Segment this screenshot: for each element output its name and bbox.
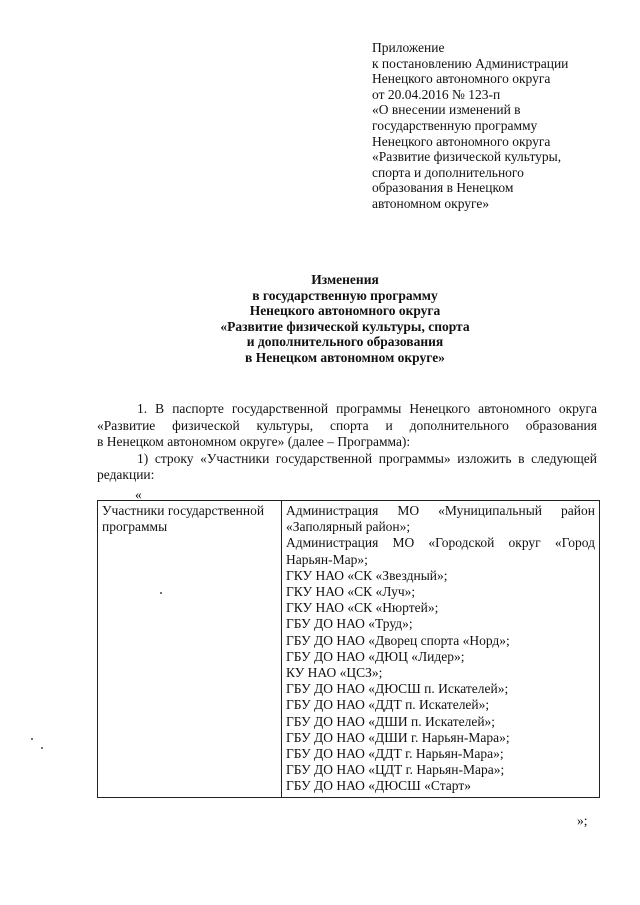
appendix-header xyxy=(372,40,612,212)
appendix-line: «О внесении изменений в xyxy=(372,102,521,118)
title-line: Ненецкого автономного округа xyxy=(249,303,441,319)
title-line: «Развитие физической культуры, спорта xyxy=(220,318,470,334)
appendix-line: спорта и дополнительного xyxy=(372,164,524,180)
participant-line: ГБУ ДО НАО «ДШИ г. Нарьян-Мара»; xyxy=(286,729,510,745)
participant-line: ГБУ ДО НАО «ДЮСШ «Старт» xyxy=(286,778,471,794)
appendix-line: Приложение xyxy=(372,40,445,55)
participant-line: Нарьян-Мар»; xyxy=(286,551,368,567)
appendix-line: к постановлению Администрации xyxy=(372,55,569,71)
closing-quote: »; xyxy=(577,813,588,828)
participant-line: ГБУ ДО НАО «ЦДТ г. Нарьян-Мара»; xyxy=(286,762,505,778)
participant-line: Администрация МО «Муниципальный район xyxy=(286,503,595,518)
participant-line: ГКУ НАО «СК «Нюртей»; xyxy=(286,600,439,616)
appendix-line: Ненецкого автономного округа xyxy=(372,133,551,149)
participant-line: ГБУ ДО НАО «ДДТ п. Искателей»; xyxy=(286,697,490,713)
appendix-line: государственную программу xyxy=(372,117,538,133)
participant-line: КУ НАО «ЦСЗ»; xyxy=(286,665,383,681)
appendix-line: «Развитие физической культуры, xyxy=(372,149,562,165)
participant-line: ГБУ ДО НАО «ДЮСШ п. Искателей»; xyxy=(286,681,509,697)
title-line: Изменения xyxy=(311,272,379,287)
table-label-cell xyxy=(98,501,282,798)
paragraph-2-line: редакции: xyxy=(97,467,155,483)
opening-quote: « xyxy=(135,487,142,502)
document-title xyxy=(150,272,540,366)
participant-line: ГКУ НАО «СК «Луч»; xyxy=(286,584,416,600)
participant-line: ГБУ ДО НАО «Дворец спорта «Норд»; xyxy=(286,632,510,648)
paragraph-1-line: 1. В паспорте государственной программы Ненецкого автономного округа xyxy=(137,401,597,416)
title-line: и дополнительного образования xyxy=(246,334,444,350)
participant-line: «Заполярный район»; xyxy=(286,519,411,535)
participant-line: ГБУ ДО НАО «ДШИ п. Искателей»; xyxy=(286,713,496,729)
paragraph-1-line: «Развитие физической культуры, спорта и дополнительного образования xyxy=(97,417,597,433)
scan-speck xyxy=(31,738,33,740)
title-line: в государственную программу xyxy=(252,287,438,303)
paragraph-1-line: в Ненецком автономном округе» (далее – Программа): xyxy=(97,434,411,450)
participants-table xyxy=(97,500,600,798)
scan-speck xyxy=(41,747,43,749)
document-body xyxy=(97,401,597,484)
table-label-line: программы xyxy=(102,519,168,535)
appendix-line: Ненецкого автономного округа xyxy=(372,71,551,87)
participant-line: ГКУ НАО «СК «Звездный»; xyxy=(286,567,448,583)
paragraph-2-line: 1) строку «Участники государственной программы» изложить в следующей xyxy=(137,450,597,466)
scan-speck xyxy=(160,592,162,594)
appendix-line: от 20.04.2016 № 123-п xyxy=(372,86,501,102)
participant-line: ГБУ ДО НАО «ДДТ г. Нарьян-Мара»; xyxy=(286,746,504,762)
participant-line: ГБУ ДО НАО «ДЮЦ «Лидер»; xyxy=(286,648,465,664)
participant-line: ГБУ ДО НАО «Труд»; xyxy=(286,616,413,632)
title-line: в Ненецком автономном округе» xyxy=(245,349,445,365)
table-participants-cell xyxy=(282,501,600,798)
table-row xyxy=(98,501,600,798)
table-label-line: Участники государственной xyxy=(102,503,265,518)
participant-line: Администрация МО «Городской округ «Город xyxy=(286,535,595,551)
appendix-line: образования в Ненецком xyxy=(372,180,514,196)
appendix-line: автономном округе» xyxy=(372,195,490,211)
